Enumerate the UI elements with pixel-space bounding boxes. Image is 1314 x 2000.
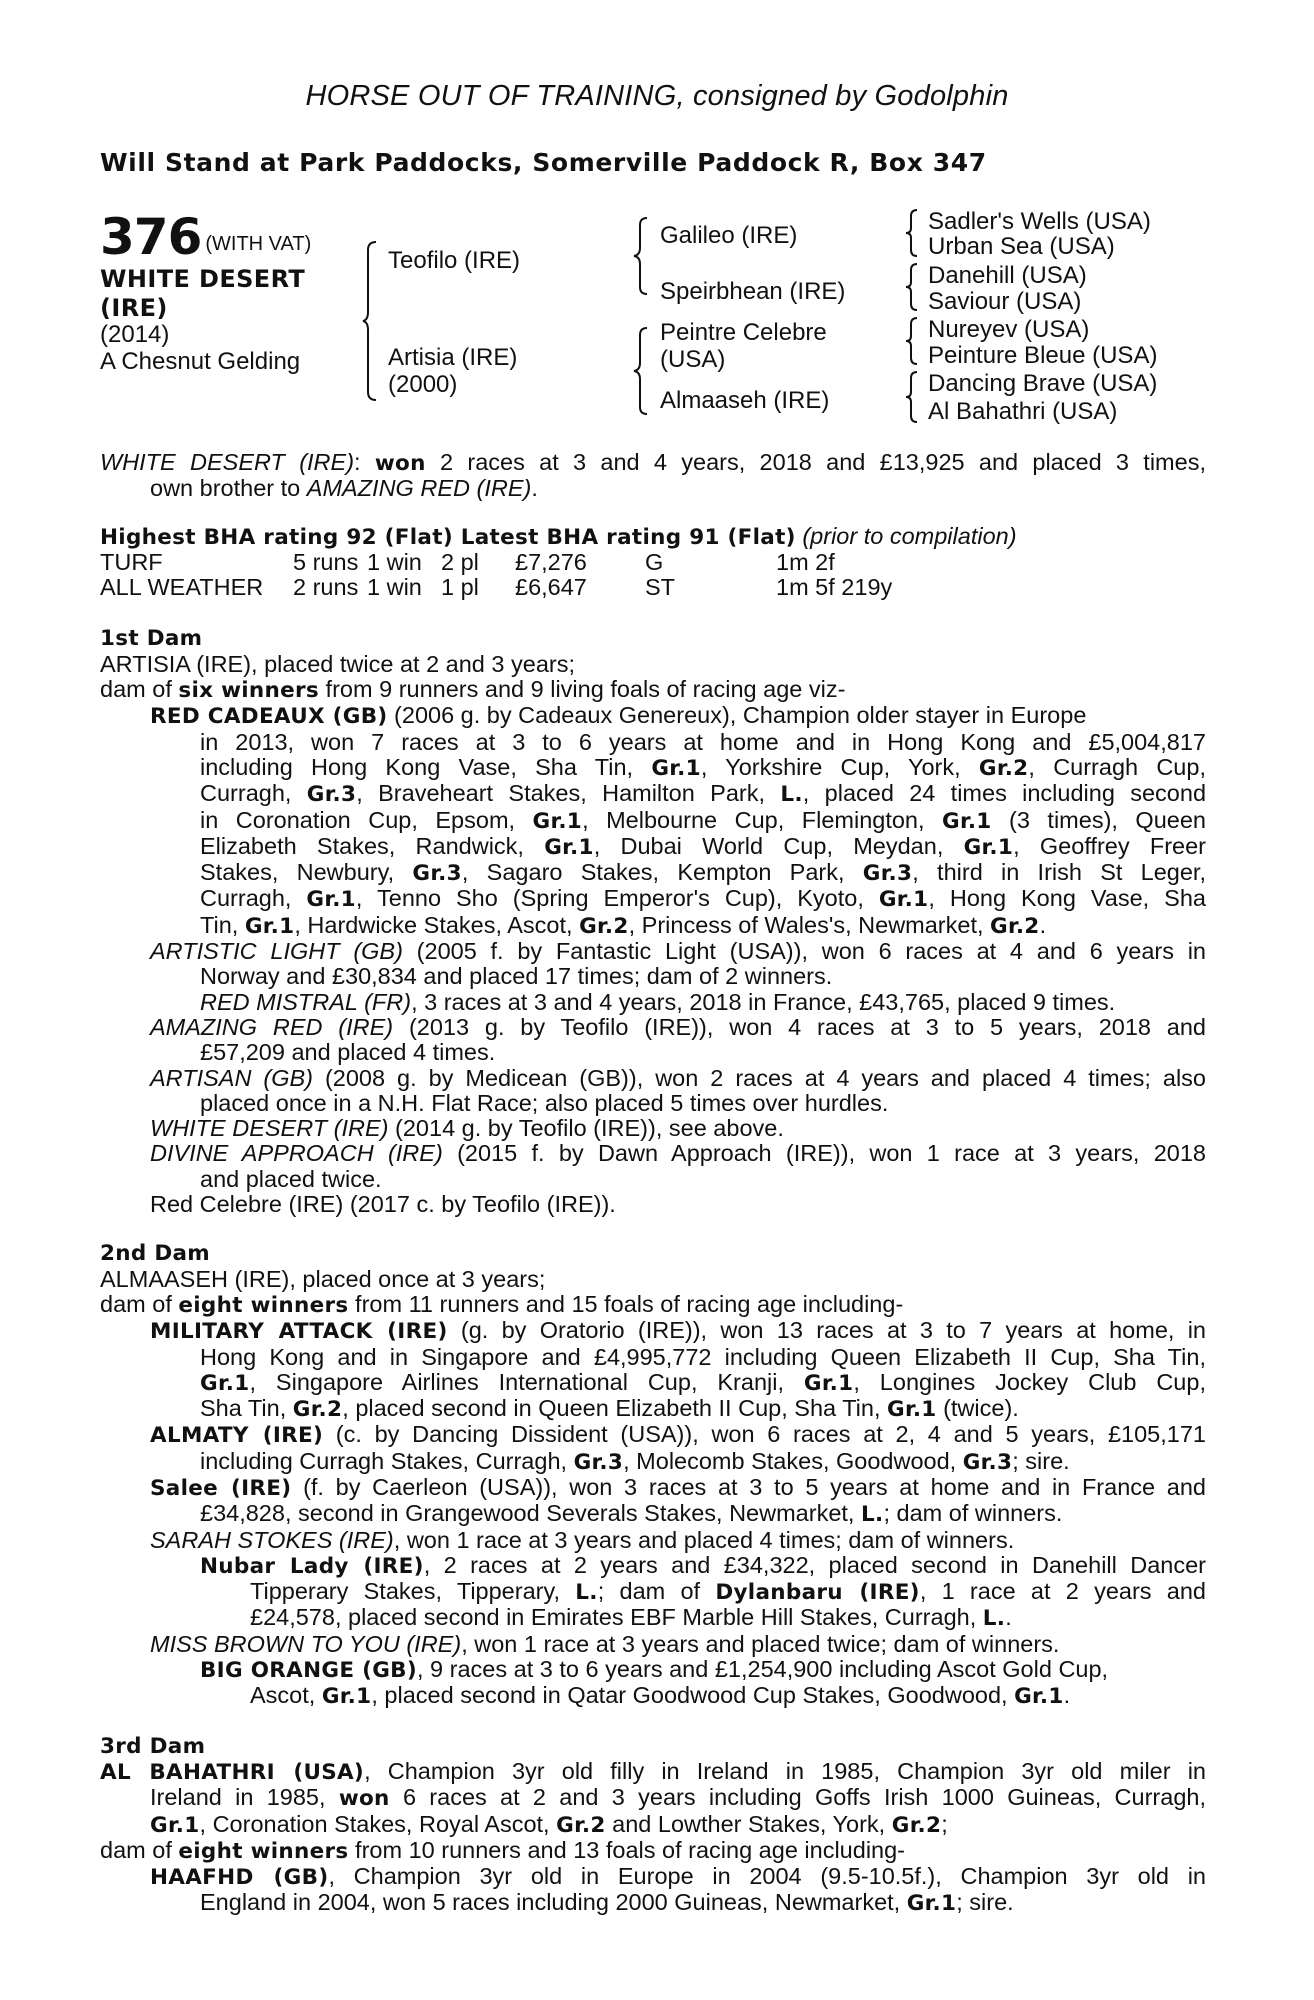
text: (2008 g. by Medicean (GB)), won 2 races at 4 years and placed 4 times; also [313,1064,1206,1091]
summary-text: 2 races at 3 and 4 years, 2018 and £13,925 and placed 3 times, [425,449,1206,475]
winners-count: six winners [178,678,320,704]
lot-number [100,208,311,266]
text-line [100,834,1206,860]
produce-name: BIG ORANGE (GB) [200,1658,417,1684]
summary-won: won [374,451,426,476]
text: and placed twice. [200,1165,382,1192]
text: . [1039,911,1047,938]
text: Stakes, Newbury, [200,859,413,886]
produce-amazing-red [100,1015,1206,1040]
text: in Coronation Cup, Epsom, [200,806,533,833]
rating-runs: 2 runs [293,574,359,601]
text: , Curragh Cup, [1028,753,1206,780]
text-line [100,1345,1206,1370]
pedigree-brace-dam-line [633,326,649,416]
text: ; sire. [1012,1447,1070,1474]
produce-name: AMAZING RED (IRE) [150,1013,394,1040]
text: ; [941,1810,948,1837]
horse-name-line2: (IRE) [100,294,168,322]
page-title: HORSE OUT OF TRAINING, consigned by Godolphin [305,80,1009,112]
won: won [338,1786,390,1812]
text: , Longines Jockey Club Cup, [853,1368,1206,1395]
pedigree-g1: Sadler's Wells (USA) [928,208,1151,235]
produce-name: ALMATY (IRE) [150,1423,324,1449]
summary-line-2 [100,476,1206,501]
text: Elizabeth Stakes, Randwick, [200,832,545,859]
produce-artisan [100,1066,1206,1091]
produce-name: DIVINE APPROACH (IRE) [150,1140,443,1167]
pedigree-brace-sire-dam [362,240,378,402]
text: , Geoffrey Freer [1013,832,1206,859]
pedigree-dam-dam: Almaaseh (IRE) [660,387,830,414]
race-record-body [100,450,1206,1917]
pedigree-dam-sire-name: Peintre Celebre [660,319,827,346]
pedigree-g6: Peinture Bleue (USA) [928,342,1158,369]
grade: L. [982,1606,1006,1632]
winners-count: eight winners [178,1838,349,1864]
summary-horse-name: WHITE DESERT (IRE) [100,449,355,475]
third-dam-section [100,1734,1206,1917]
rating-surface: TURF [100,548,163,575]
text-line [100,1605,1206,1631]
produce-name: AL BAHATHRI (USA) [100,1759,365,1785]
text: Tin, [200,911,245,938]
grade: Gr.1 [887,1397,937,1423]
grade: Gr.1 [878,887,929,913]
first-dam-section [100,626,1206,1217]
winners-count: eight winners [178,1292,349,1318]
grade: Gr.2 [579,913,629,939]
text: , Yorkshire Cup, York, [700,753,979,780]
produce-name: MISS BROWN TO YOU (IRE) [150,1630,462,1657]
text: from 9 runners and 9 living foals of racing age viz- [319,676,846,703]
pedigree-dam-sire [660,319,827,373]
produce-name: Nubar Lady (IRE) [200,1553,424,1579]
grade: Gr.3 [962,1449,1013,1475]
text-line [100,1167,1206,1192]
text: , Dubai World Cup, Meydan, [593,832,964,859]
grade: Gr.1 [803,1370,854,1396]
text: , Champion 3yr old filly in Ireland in 1985, Champion 3yr old miler in [364,1757,1206,1784]
grade: Gr.2 [978,755,1029,781]
third-dam-line [100,1759,1206,1785]
text: , won 1 race at 3 years and placed 4 times; dam of winners. [393,1526,1015,1553]
vat-note: (WITH VAT) [205,233,312,255]
produce-salee [100,1475,1206,1501]
text-line [100,1501,1206,1527]
text: , Melbourne Cup, Flemington, [582,806,943,833]
text: , placed 24 times including second [802,780,1207,807]
text-line [100,1890,1206,1916]
rating-wins: 1 win [367,574,422,601]
text: including Hong Kong Vase, Sha Tin, [200,753,652,780]
text: (g. by Oratorio (IRE)), won 13 races at 3 to 7 years at home, in [447,1317,1207,1344]
produce-name: RED CADEAUX (GB) [150,704,388,730]
text: placed once in a N.H. Flat Race; also placed 5 times over hurdles. [200,1089,889,1116]
summary-period: . [531,475,538,502]
text: Curragh, [200,885,307,912]
text: (c. by Dancing Dissident (USA)), won 6 races at 2, 4 and 5 years, £105,171 [323,1421,1206,1448]
horse-name [100,265,340,323]
produce-nubar-lady [100,1553,1206,1579]
text: 6 races at 2 and 3 years including Goffs Irish 1000 Guineas, Curragh, [389,1784,1206,1811]
text: Ireland in 1985, [150,1784,339,1811]
text: Norway and £30,834 and placed 17 times; dam of 2 winners. [200,963,833,990]
text: (f. by Caerleon (USA)), won 3 races at 3 to 5 years at home and in France and [291,1473,1206,1500]
text-line [100,1040,1206,1065]
text: dam of [100,676,179,703]
text: , Sagaro Stakes, Kempton Park, [461,859,863,886]
text: , Coronation Stakes, Royal Ascot, [199,1810,557,1837]
text: in 2013, won 7 races at 3 to 6 years at home and in Hong Kong and £5,004,817 [200,728,1206,755]
text: , 1 race at 2 years and [919,1578,1206,1605]
second-dam-produce-line [100,1292,1206,1318]
horse-description: A Chesnut Gelding [100,348,301,375]
grade: L. [780,782,803,808]
text-line [100,860,1206,886]
text: . [1063,1682,1071,1709]
text: from 10 runners and 13 foals of racing age including- [348,1836,906,1863]
rating-heading [100,524,1206,550]
text: (3 times), Queen [991,806,1206,833]
text: , Hardwicke Stakes, Ascot, [294,911,580,938]
text: £24,578, placed second in Emirates EBF Marble Hill Stakes, Curragh, [250,1604,983,1631]
summary [100,450,1206,502]
rating-wins: 1 win [367,548,422,575]
grade: Gr.1 [963,834,1014,860]
text-line [100,781,1206,807]
pedigree-sire-dam: Speirbhean (IRE) [660,278,846,305]
produce-name: WHITE DESERT (IRE) [150,1115,389,1142]
produce-divine-approach [100,1141,1206,1166]
text: (2005 f. by Fantastic Light (USA)), won 6 races at 4 and 6 years in [402,938,1206,965]
produce-military-attack [100,1318,1206,1344]
grade: Gr.1 [544,834,594,860]
pedigree-brace-g1 [905,208,919,258]
text: , Champion 3yr old in Europe in 2004 (9.5-10.5f.), Champion 3yr old in [328,1863,1206,1890]
grade: Gr.1 [306,887,356,913]
text: Tipperary Stakes, Tipperary, [250,1578,576,1605]
grade: Gr.1 [321,1684,372,1710]
text: ; sire. [956,1889,1014,1916]
produce-red-cadeaux [100,703,1206,729]
third-dam-produce-line [100,1838,1206,1864]
produce-name: HAAFHD (GB) [150,1865,329,1891]
produce-almaty [100,1422,1206,1448]
text: , won 1 race at 3 years and placed twice; dam of winners. [461,1630,1060,1657]
pedigree-brace-g4 [905,370,919,424]
text: £57,209 and placed 4 times. [200,1039,496,1066]
grade: Gr.1 [200,1370,250,1396]
text-line [100,1370,1206,1396]
grade: Gr.3 [412,861,462,887]
text: , Hong Kong Vase, Sha [928,885,1206,912]
summary-brother-name: AMAZING RED (IRE) [306,475,532,502]
grade: Gr.3 [306,782,357,808]
grade: Gr.2 [891,1812,942,1838]
text-line [100,886,1206,912]
rating-note: (prior to compilation) [802,522,1017,549]
grade: Gr.3 [573,1449,624,1475]
text: , Tenno Sho (Spring Emperor's Cup), Kyoto, [355,885,879,912]
first-dam-line: ARTISIA (IRE), placed twice at 2 and 3 years; [100,650,576,677]
rating-going: G [645,548,664,575]
grade: Gr.1 [651,755,701,781]
horse-year: (2014) [100,321,170,348]
produce-white-desert [100,1116,1206,1141]
produce-red-mistral [100,990,1206,1015]
rating-row-turf [100,550,1206,575]
produce-name: Dylanbaru (IRE) [715,1580,920,1606]
text: ; dam of winners. [883,1500,1063,1527]
produce-name: Salee (IRE) [150,1475,292,1501]
horse-meta [100,321,300,375]
grade: Gr.2 [556,1812,606,1838]
text: (twice). [936,1395,1019,1422]
grade: Gr.1 [942,808,992,834]
rating-section [100,524,1206,601]
text-line [100,1785,1206,1811]
rating-placed: 1 pl [441,574,479,601]
grade: Gr.1 [1014,1684,1064,1710]
pedigree-brace-g2 [905,262,919,312]
grade: Gr.1 [532,808,583,834]
pedigree-g8: Al Bahathri (USA) [928,398,1118,425]
second-dam-heading: 2nd Dam [100,1241,210,1267]
pedigree-dam [388,344,517,398]
text-line [100,755,1206,781]
text: dam of [100,1290,179,1317]
rating-placed: 2 pl [441,548,479,575]
text-line [100,1812,1206,1838]
produce-red-celebre: Red Celebre (IRE) (2017 c. by Teofilo (IRE)). [150,1191,616,1218]
rating-runs: 5 runs [293,548,359,575]
first-dam-produce-line [100,677,1206,703]
second-dam-line: ALMAASEH (IRE), placed once at 3 years; [100,1265,546,1292]
summary-line-1: WHITE DESERT (IRE): won 2 races at 3 and 4 years, 2018 and £13,925 and placed 3 times, [100,449,1206,476]
rating-going: ST [645,574,676,601]
pedigree-g5: Nureyev (USA) [928,316,1090,343]
produce-name: RED MISTRAL (FR) [200,988,412,1015]
produce-artistic-light [100,939,1206,964]
rating-distance: 1m 2f [776,548,835,575]
text: England in 2004, won 5 races including 2000 Guineas, Newmarket, [200,1889,907,1916]
text: (2013 g. by Teofilo (IRE)), won 4 races at 3 to 5 years, 2018 and [393,1013,1207,1040]
produce-name: MILITARY ATTACK (IRE) [150,1319,448,1345]
first-dam-heading: 1st Dam [100,626,203,652]
produce-name: ARTISAN (GB) [150,1064,313,1091]
grade: Gr.2 [990,913,1040,939]
grade: Gr.3 [862,861,913,887]
horse-name-line1: WHITE DESERT [100,265,306,293]
text: and Lowther Stakes, York, [605,1810,892,1837]
pedigree-sire-sire: Galileo (IRE) [660,222,798,249]
text: including Curragh Stakes, Curragh, [200,1447,574,1474]
grade: L. [860,1502,884,1528]
text-line [100,1091,1206,1116]
rating-surface: ALL WEATHER [100,574,264,601]
text: from 11 runners and 15 foals of racing age including- [348,1290,904,1317]
pedigree-brace-sire-line [633,216,649,296]
text: , third in Irish St Leger, [912,859,1206,886]
text: (2014 g. by Teofilo (IRE)), see above. [388,1115,784,1142]
grade: Gr.1 [150,1812,200,1838]
text: , Braveheart Stakes, Hamilton Park, [356,780,781,807]
text: Curragh, [200,780,307,807]
pedigree-g2: Urban Sea (USA) [928,233,1115,260]
produce-big-orange [100,1657,1206,1683]
second-dam-section [100,1241,1206,1709]
text: , placed second in Queen Elizabeth II Cup, Sha Tin, [342,1395,888,1422]
text: Ascot, [250,1682,322,1709]
text-line [100,1683,1206,1709]
text-line [100,913,1206,939]
rating-distance: 1m 5f 219y [776,574,893,601]
text-line [100,730,1206,755]
text-line [100,1579,1206,1605]
text: , 9 races at 3 to 6 years and £1,254,900 including Ascot Gold Cup, [417,1656,1109,1683]
pedigree-brace-g3 [905,316,919,366]
text: (2006 g. by Cadeaux Genereux), Champion older stayer in Europe [387,702,1087,729]
pedigree-dam-name: Artisia (IRE) [388,344,518,371]
rating-bold: Highest BHA rating 92 (Flat) Latest BHA rating 91 (Flat) [100,524,796,550]
text-line [100,1449,1206,1475]
text: , placed second in Qatar Goodwood Cup Stakes, Goodwood, [371,1682,1015,1709]
produce-name: ARTISTIC LIGHT (GB) [150,938,403,965]
rating-prize: £6,647 [515,574,587,601]
third-dam-heading: 3rd Dam [100,1733,206,1759]
text: Sha Tin, [200,1395,293,1422]
text: , 3 races at 3 and 4 years, 2018 in France, £43,765, placed 9 times. [411,988,1116,1015]
text-line [100,964,1206,989]
rating-row-aw [100,575,1206,600]
text: ; dam of [597,1578,716,1605]
text: , Princess of Wales's, Newmarket, [628,911,991,938]
text: (2015 f. by Dawn Approach (IRE)), won 1 race at 3 years, 2018 [442,1140,1206,1167]
text: dam of [100,1836,179,1863]
pedigree-g4: Saviour (USA) [928,288,1082,315]
stand-location: Will Stand at Park Paddocks, Somerville Paddock R, Box 347 [100,148,987,177]
text: , Singapore Airlines International Cup, Kranji, [249,1368,804,1395]
grade: Gr.2 [292,1397,343,1423]
produce-sarah-stokes [100,1528,1206,1553]
pedigree-g7: Dancing Brave (USA) [928,370,1158,397]
summary-brother-label: own brother to [150,475,307,502]
text: , Molecomb Stakes, Goodwood, [623,1447,963,1474]
produce-name: SARAH STOKES (IRE) [150,1526,394,1553]
text-line [100,808,1206,834]
rating-prize: £7,276 [515,548,587,575]
pedigree-dam-sire-country: (USA) [660,346,726,373]
grade: Gr.1 [244,913,295,939]
text: Hong Kong and in Singapore and £4,995,772 including Queen Elizabeth II Cup, Sha Tin, [200,1343,1206,1370]
produce-miss-brown-to-you [100,1632,1206,1657]
lot-number-value: 376 [100,208,202,266]
pedigree-dam-year: (2000) [388,371,458,398]
produce-haafhd [100,1864,1206,1890]
pedigree-sire: Teofilo (IRE) [388,247,521,274]
text: . [1005,1604,1012,1631]
grade: L. [575,1580,598,1606]
text-line [100,1396,1206,1422]
text: £34,828, second in Grangewood Severals Stakes, Newmarket, [200,1500,861,1527]
text: , 2 races at 2 years and £34,322, placed second in Danehill Dancer [423,1551,1206,1578]
pedigree-g3: Danehill (USA) [928,262,1087,289]
grade: Gr.1 [906,1891,957,1917]
